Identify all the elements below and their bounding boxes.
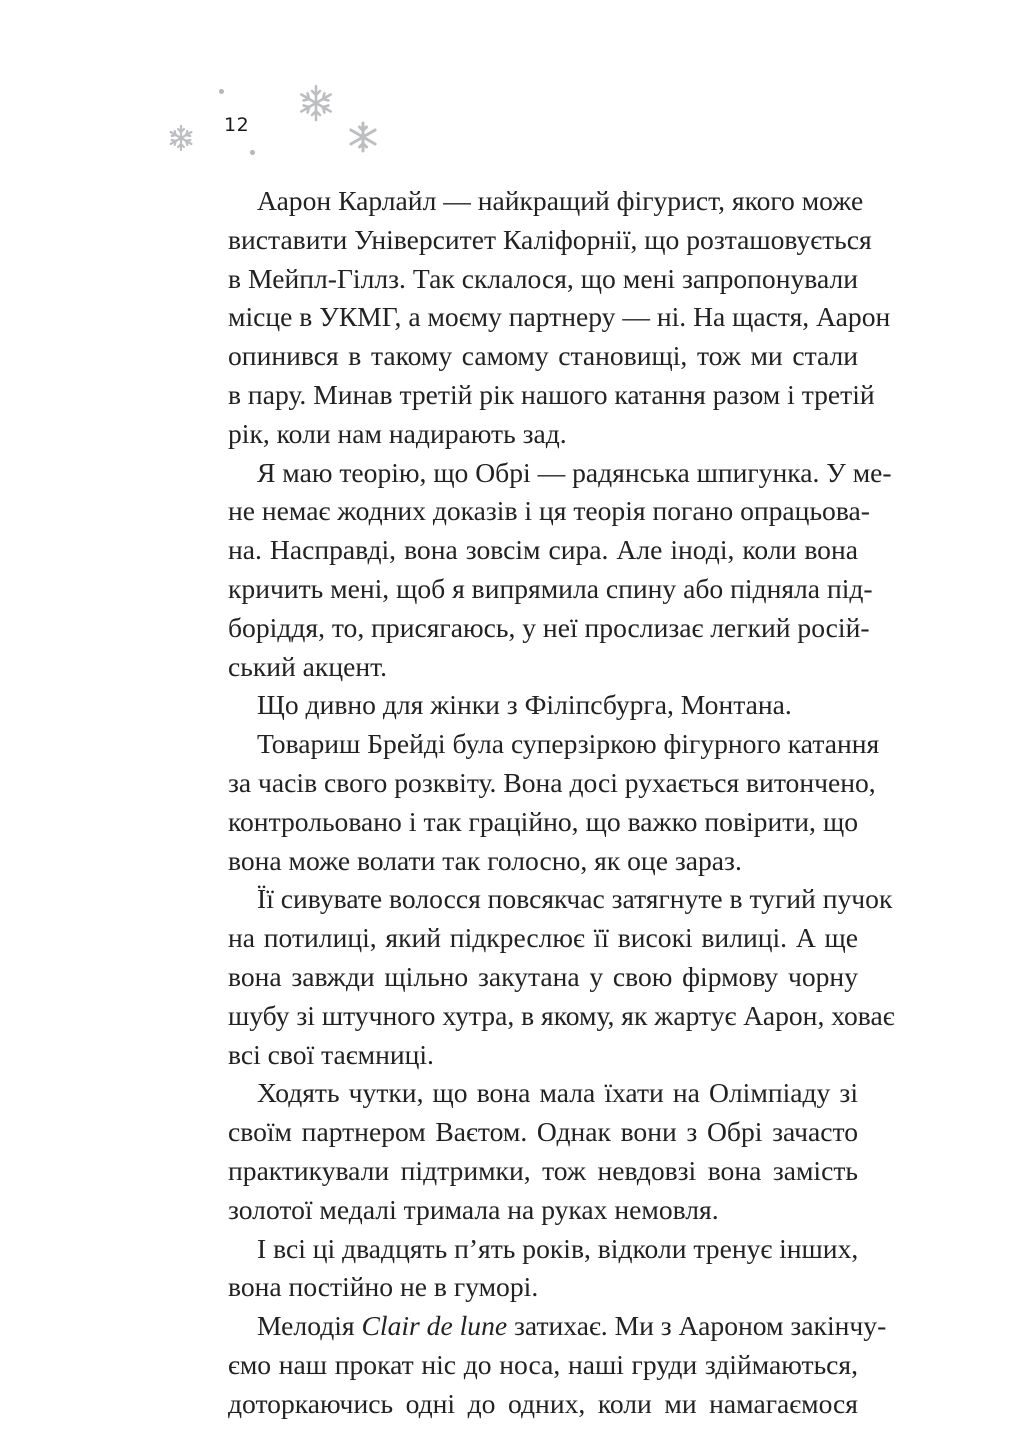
snowflake-icon xyxy=(297,84,335,122)
decorative-dot xyxy=(219,89,224,94)
text-line: опинився в такому самому становищі, тож ми стали xyxy=(228,340,858,372)
text-line: Аарон Карлайл — найкращий фігурист, якого може xyxy=(257,185,864,216)
paragraph xyxy=(228,1307,887,1423)
paragraph xyxy=(228,686,858,725)
text-line: контрольовано і так граційно, що важко повірити, що xyxy=(228,805,858,837)
body-text xyxy=(228,182,895,1424)
italic-title: Clair de lune xyxy=(361,1310,508,1342)
text-line: шубу зі штучного хутра, в якому, як жартує Аарон, ховає xyxy=(228,999,895,1031)
text-line: ємо наш прокат ніс до носа, наші груди здіймаються, xyxy=(228,1348,858,1380)
text-line: кричить мені, щоб я випрямила спину або підняла під- xyxy=(228,572,873,604)
text-line: Що дивно для жінки з Філіпсбурга, Монтана. xyxy=(257,689,792,721)
text-line: місце в УКМГ, а моєму партнеру — ні. На щастя, Аарон xyxy=(228,301,891,333)
text-line: в пару. Минав третій рік нашого катання разом і третій xyxy=(228,378,875,410)
text-line: І всі ці двадцять п’ять років, відколи тренує інших, xyxy=(257,1232,859,1264)
paragraph xyxy=(228,182,891,454)
text-line: за часів свого розквіту. Вона досі рухається витончено, xyxy=(228,766,876,798)
text-line: на потилиці, який підкреслює її високі вилиці. А ще xyxy=(228,922,858,954)
text-line: виставити Університет Каліфорнії, що розташовується xyxy=(228,223,872,255)
paragraph xyxy=(228,725,880,880)
text-line: Я маю теорію, що Обрі — радянська шпигунка. У ме- xyxy=(257,456,892,488)
text-run: Мелодія xyxy=(257,1310,362,1342)
text-line: вона завжди щільно закутана у свою фірмову чорну xyxy=(228,960,858,992)
text-line: Товариш Брейді була суперзіркою фігурного катання xyxy=(257,728,880,760)
text-line: всі свої таємниці. xyxy=(228,1038,434,1070)
text-line: Ходять чутки, що вона мала їхати на Олімпіаду зі xyxy=(257,1077,858,1109)
text-line: вона постійно не в гуморі. xyxy=(228,1271,539,1303)
paragraph xyxy=(228,454,892,687)
text-run: затихає. Ми з Аароном закінчу- xyxy=(507,1310,887,1342)
snowflake-icon xyxy=(347,121,379,153)
text-line: ський акцент. xyxy=(228,650,387,682)
page-number: 12 xyxy=(224,114,250,136)
text-line: Її сивувате волосся повсякчас затягнуте в тугий пучок xyxy=(257,883,893,915)
text-line: на. Насправді, вона зовсім сира. Але іноді, коли вона xyxy=(228,534,858,566)
text-line: не немає жодних доказів і ця теорія погано опрацьова- xyxy=(228,495,870,527)
paragraph xyxy=(228,880,895,1074)
snowflake-icon xyxy=(167,124,195,152)
text-line: золотої медалі тримала на руках немовля. xyxy=(228,1193,719,1225)
text-line: практикували підтримки, тож невдовзі вона замість xyxy=(228,1154,858,1186)
text-line xyxy=(228,1307,887,1346)
paragraph xyxy=(228,1230,858,1308)
text-line: в Мейпл-Гіллз. Так склалося, що мені запропонували xyxy=(228,262,858,294)
text-line: вона може волати так голосно, як оце зараз. xyxy=(228,844,742,876)
decorative-dot xyxy=(250,150,255,155)
text-line: рік, коли нам надирають зад. xyxy=(228,417,567,449)
paragraph xyxy=(228,1074,858,1229)
text-line: боріддя, то, присягаюсь, у неї прослизає легкий росій- xyxy=(228,611,870,643)
text-line: доторкаючись одні до одних, коли ми намагаємося xyxy=(228,1387,858,1419)
text-line: своїм партнером Ваєтом. Однак вони з Обрі зачасто xyxy=(228,1116,858,1148)
